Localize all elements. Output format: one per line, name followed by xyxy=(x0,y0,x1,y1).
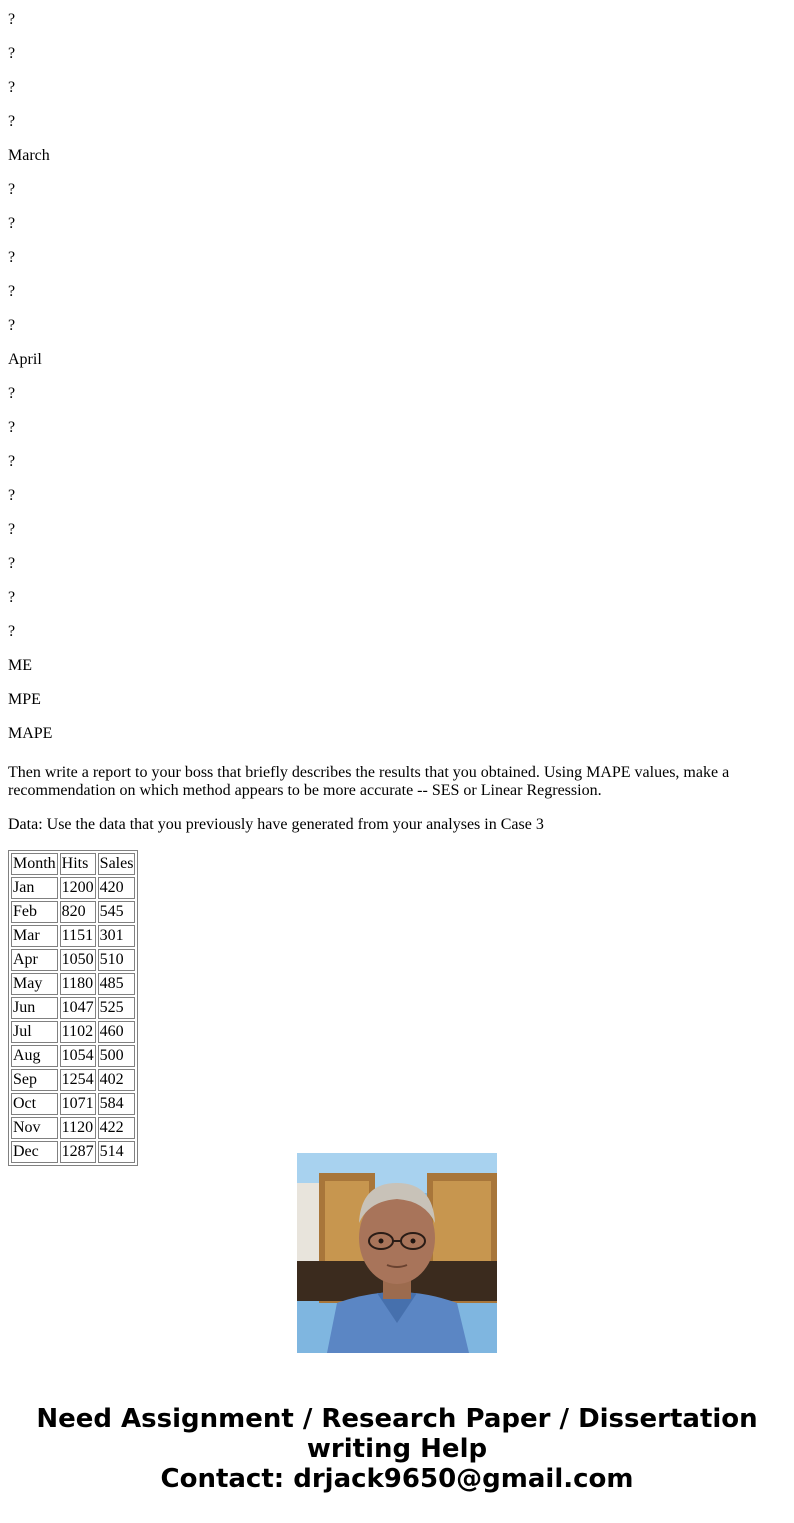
table-cell-hits: 1054 xyxy=(60,1045,96,1067)
text-line: ? xyxy=(8,317,16,334)
table-header-hits: Hits xyxy=(60,853,96,875)
document-content xyxy=(8,0,786,1160)
table-cell-hits: 1254 xyxy=(60,1069,96,1091)
table-cell-sales: 485 xyxy=(98,973,136,995)
table-cell-hits: 1287 xyxy=(60,1141,96,1163)
promo-line-1: Need Assignment / Research Paper / Dissertation xyxy=(36,1404,758,1434)
table-cell-month: Oct xyxy=(11,1093,58,1115)
text-line: MAPE xyxy=(8,725,53,742)
text-line: April xyxy=(8,351,42,368)
table-cell-hits: 1120 xyxy=(60,1117,96,1139)
text-line: March xyxy=(8,147,50,164)
text-line: ? xyxy=(8,181,16,198)
table-cell-month: May xyxy=(11,973,58,995)
text-line: ? xyxy=(8,283,16,300)
table-cell-month: Aug xyxy=(11,1045,58,1067)
line-list xyxy=(8,0,786,748)
text-line: ? xyxy=(8,385,16,402)
table-cell-hits: 820 xyxy=(60,901,96,923)
author-avatar xyxy=(297,1153,497,1353)
text-line: ? xyxy=(8,453,16,470)
promo-contact: Contact: drjack9650@gmail.com xyxy=(160,1464,634,1494)
text-line: ? xyxy=(8,249,16,266)
table-cell-month: Sep xyxy=(11,1069,58,1091)
table-cell-month: Dec xyxy=(11,1141,58,1163)
table-cell-hits: 1200 xyxy=(60,877,96,899)
data-table xyxy=(8,850,138,1166)
table-row xyxy=(11,901,135,923)
table-cell-hits: 1050 xyxy=(60,949,96,971)
text-line: ? xyxy=(8,45,16,62)
table-cell-hits: 1151 xyxy=(60,925,96,947)
table-row xyxy=(11,925,135,947)
table-cell-sales: 525 xyxy=(98,997,136,1019)
table-cell-sales: 460 xyxy=(98,1021,136,1043)
text-line: ? xyxy=(8,487,16,504)
table-row xyxy=(11,1069,135,1091)
text-line: ? xyxy=(8,419,16,436)
report-paragraph: Then write a report to your boss that briefly describes the results that you obtained. Using MAPE values, make a recommendation on which method appears to be more accurate -- SES or Linear Regression. xyxy=(8,764,730,799)
table-row xyxy=(11,997,135,1019)
table-row xyxy=(11,949,135,971)
text-line: ? xyxy=(8,215,16,232)
text-line: ? xyxy=(8,623,16,640)
table-cell-hits: 1071 xyxy=(60,1093,96,1115)
promo-text xyxy=(0,1404,794,1494)
promo-banner xyxy=(0,1123,794,1523)
text-line: ? xyxy=(8,79,16,96)
table-cell-sales: 514 xyxy=(98,1141,136,1163)
table-cell-sales: 510 xyxy=(98,949,136,971)
table-row xyxy=(11,877,135,899)
table-cell-hits: 1047 xyxy=(60,997,96,1019)
author-photo-icon xyxy=(297,1153,497,1353)
table-cell-month: Feb xyxy=(11,901,58,923)
table-cell-month: Jul xyxy=(11,1021,58,1043)
text-line: ME xyxy=(8,657,32,674)
table-header-month: Month xyxy=(11,853,58,875)
text-line: ? xyxy=(8,589,16,606)
table-cell-sales: 301 xyxy=(98,925,136,947)
data-paragraph: Data: Use the data that you previously have generated from your analyses in Case 3 xyxy=(8,816,544,833)
table-cell-sales: 422 xyxy=(98,1117,136,1139)
table-cell-sales: 420 xyxy=(98,877,136,899)
table-header-sales: Sales xyxy=(98,853,136,875)
table-cell-sales: 545 xyxy=(98,901,136,923)
table-cell-hits: 1102 xyxy=(60,1021,96,1043)
table-cell-month: Apr xyxy=(11,949,58,971)
table-body xyxy=(11,877,135,1163)
table-cell-month: Mar xyxy=(11,925,58,947)
table-cell-month: Nov xyxy=(11,1117,58,1139)
table-header-row xyxy=(11,853,135,875)
text-line: ? xyxy=(8,521,16,538)
table-row xyxy=(11,1021,135,1043)
text-line: ? xyxy=(8,555,16,572)
promo-line-2: writing Help xyxy=(306,1434,488,1464)
table-cell-month: Jan xyxy=(11,877,58,899)
text-line: ? xyxy=(8,113,16,130)
table-cell-sales: 500 xyxy=(98,1045,136,1067)
text-line: ? xyxy=(8,11,16,28)
table-cell-hits: 1180 xyxy=(60,973,96,995)
text-line: MPE xyxy=(8,691,41,708)
table-row xyxy=(11,1045,135,1067)
table-cell-sales: 584 xyxy=(98,1093,136,1115)
table-row xyxy=(11,973,135,995)
table-cell-sales: 402 xyxy=(98,1069,136,1091)
table-row xyxy=(11,1093,135,1115)
table-cell-month: Jun xyxy=(11,997,58,1019)
